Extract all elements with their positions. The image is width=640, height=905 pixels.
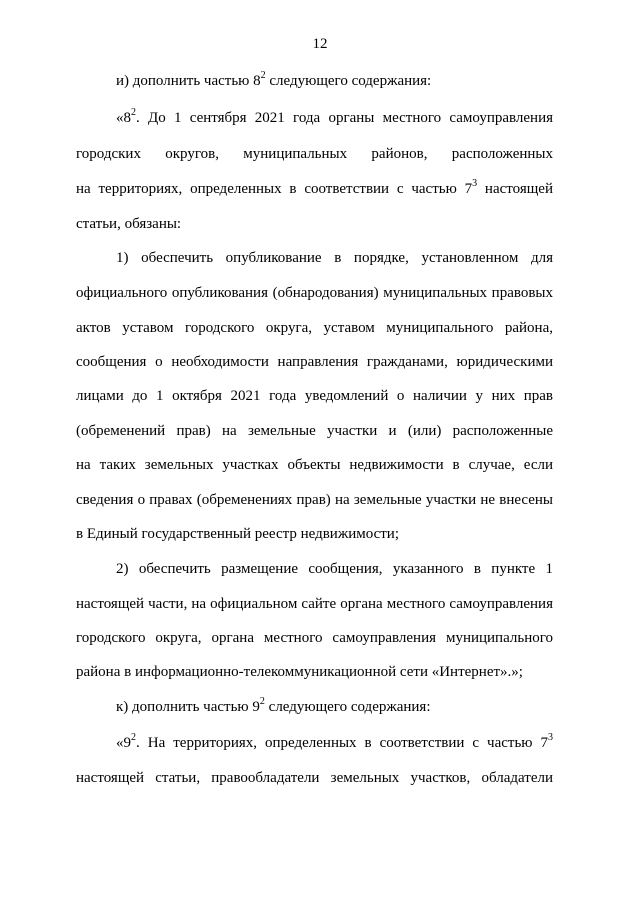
text-line: городского округа, органа местного самоуправления муниципального (76, 630, 553, 646)
text-line: «$8^2$. До 1 сентября 2021 года органы местного самоуправления (116, 107, 553, 126)
text-line: настоящей части, на официальном сайте органа местного самоуправления (76, 596, 553, 612)
text-line: на территориях, определенных в соответствии с частью $7^3$ настоящей (76, 178, 553, 197)
page-number: 12 (312, 36, 328, 52)
text-line: настоящей статьи, правообладатели земельных участков, обладатели (76, 770, 553, 786)
text-line: 1) обеспечить опубликование в порядке, установленном для (116, 250, 553, 266)
text-line: актов уставом городского округа, уставом муниципального района, (76, 320, 553, 336)
text-line: официального опубликования (обнародования) муниципальных правовых (76, 285, 553, 301)
text-line: и) дополнить частью $8^2$ следующего содержания: (116, 70, 432, 89)
text-line: статьи, обязаны: (76, 216, 182, 232)
text-line: лицами до 1 октября 2021 года уведомлений о наличии у них прав (76, 388, 553, 404)
text-line: сведения о правах (обременениях прав) на земельные участки не внесены (76, 492, 553, 508)
text-line: (обременений прав) на земельные участки и (или) расположенные (76, 423, 553, 439)
text-line: сообщения о необходимости направления гражданами, юридическими (76, 354, 553, 370)
text-line: 2) обеспечить размещение сообщения, указанного в пункте 1 (116, 561, 553, 577)
text-line: городских округов, муниципальных районов, расположенных (76, 146, 553, 162)
text-line: в Единый государственный реестр недвижимости; (76, 526, 399, 542)
text-line: района в информационно-телекоммуникационной сети «Интернет».»; (76, 664, 523, 680)
text-line: на таких земельных участках объекты недвижимости в случае, если (76, 457, 553, 473)
text-line: «$9^2$. На территориях, определенных в соответствии с частью $7^3$ (116, 732, 553, 751)
text-line: к) дополнить частью $9^2$ следующего содержания: (116, 696, 431, 715)
